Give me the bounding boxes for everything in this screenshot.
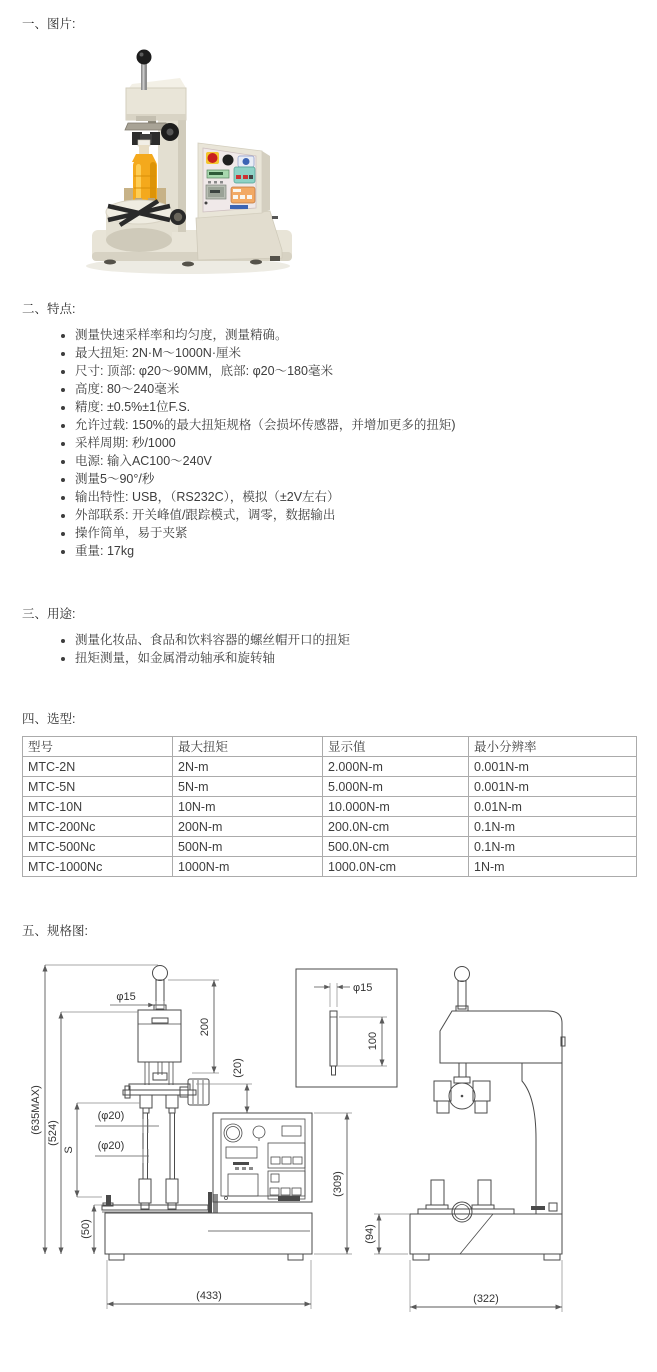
dim-label-stroke: S xyxy=(63,1146,75,1154)
feature-item: • 外部联系: 开关峰值/跟踪模式，调零，数据输出 xyxy=(75,506,637,524)
feature-item: • 操作简单，易于夹紧 xyxy=(75,524,637,542)
section-heading-drawing: 五、规格图: xyxy=(22,924,88,938)
dim-label-inset-dia: φ15 xyxy=(353,982,373,994)
models-table xyxy=(22,736,637,877)
machine-head xyxy=(126,78,186,120)
dim-label-524: (524) xyxy=(47,1120,59,1146)
feature-item: • 允许过载: 150%的最大扭矩规格（会损坏传感器，并增加更多的扭矩) xyxy=(75,416,637,434)
col-header-display-value: 显示值 xyxy=(323,737,469,757)
feature-item: • 重量: 17kg xyxy=(75,542,637,560)
front-dimensions xyxy=(30,965,352,1309)
product-photo xyxy=(48,48,637,283)
table-header-row xyxy=(23,737,637,757)
use-item: • 测量化妆品、食品和饮料容器的螺丝帽开口的扭矩 xyxy=(75,631,637,649)
spec-drawing xyxy=(22,947,637,1348)
product-photo-illustration xyxy=(48,48,306,280)
spec-drawing-svg xyxy=(22,947,657,1345)
side-view xyxy=(364,967,565,1313)
section-heading-uses: 三、用途: xyxy=(22,607,76,621)
col-header-model: 型号 xyxy=(23,737,173,757)
dim-label-grip-dia-2: (φ20) xyxy=(97,1140,125,1152)
table-row: MTC-1000Nc 1000N-m 1000.0N-cm 1N-m xyxy=(23,857,637,877)
feature-item: • 尺寸: 顶部: φ20〜90MM，底部: φ20〜180毫米 xyxy=(75,362,637,380)
dim-label-309: (309) xyxy=(332,1171,344,1197)
dim-label-grip-dia-1: (φ20) xyxy=(97,1110,125,1122)
feature-item: • 采样周期: 秒/1000 xyxy=(75,434,637,452)
model-label xyxy=(230,205,248,209)
inset-detail xyxy=(296,969,397,1087)
dim-label-total-height: (635MAX) xyxy=(30,1085,42,1135)
front-side-knob xyxy=(180,1079,209,1105)
feature-item: • 输出特性: USB，（RS232C），模拟（±2V左右） xyxy=(75,488,637,506)
table-row: MTC-2N 2N-m 2.000N-m 0.001N-m xyxy=(23,757,637,777)
side-dimensions xyxy=(364,1214,562,1312)
table-row: MTC-200Nc 200N-m 200.0N-cm 0.1N-m xyxy=(23,817,637,837)
power-knob xyxy=(223,155,234,166)
feature-item: • 精度: ±0.5%±1位F.S. xyxy=(75,398,637,416)
feature-item: • 测量快速采样率和均匀度，测量精确。 xyxy=(75,326,637,344)
dim-label-94: (94) xyxy=(364,1224,376,1244)
feature-item: • 电源: 输入AC100〜240V xyxy=(75,452,637,470)
feature-item: • 测量5〜90°/秒 xyxy=(75,470,637,488)
estop-button xyxy=(208,153,218,163)
control-console xyxy=(196,143,282,261)
front-view xyxy=(30,965,352,1309)
table-row: MTC-5N 5N-m 5.000N-m 0.001N-m xyxy=(23,777,637,797)
dim-label-200: 200 xyxy=(199,1017,211,1037)
feature-item: • 最大扭矩: 2N·M〜1000N·厘米 xyxy=(75,344,637,362)
section-heading-models: 四、选型: xyxy=(22,712,76,726)
dim-label-20: (20) xyxy=(232,1058,244,1078)
dim-label-50: (50) xyxy=(80,1219,92,1239)
dim-label-322: (322) xyxy=(473,1293,499,1305)
col-header-min-resolution: 最小分辨率 xyxy=(469,737,637,757)
section-heading-photo: 一、图片: xyxy=(22,17,76,31)
dim-label-rod-dia: φ15 xyxy=(116,991,136,1003)
table-row: MTC-500Nc 500N-m 500.0N-cm 0.1N-m xyxy=(23,837,637,857)
feature-item: • 高度: 80〜240毫米 xyxy=(75,380,637,398)
table-row: MTC-10N 10N-m 10.000N-m 0.01N-m xyxy=(23,797,637,817)
dim-label-inset-100: 100 xyxy=(367,1031,379,1051)
section-heading-features: 二、特点: xyxy=(22,302,76,316)
uses-list xyxy=(22,631,637,667)
feature-list xyxy=(22,326,637,560)
front-control-panel xyxy=(213,1113,312,1202)
use-item: • 扭矩测量，如金属滑动轴承和旋转轴 xyxy=(75,649,637,667)
dim-label-433: (433) xyxy=(196,1290,222,1302)
col-header-max-torque: 最大扭矩 xyxy=(173,737,323,757)
